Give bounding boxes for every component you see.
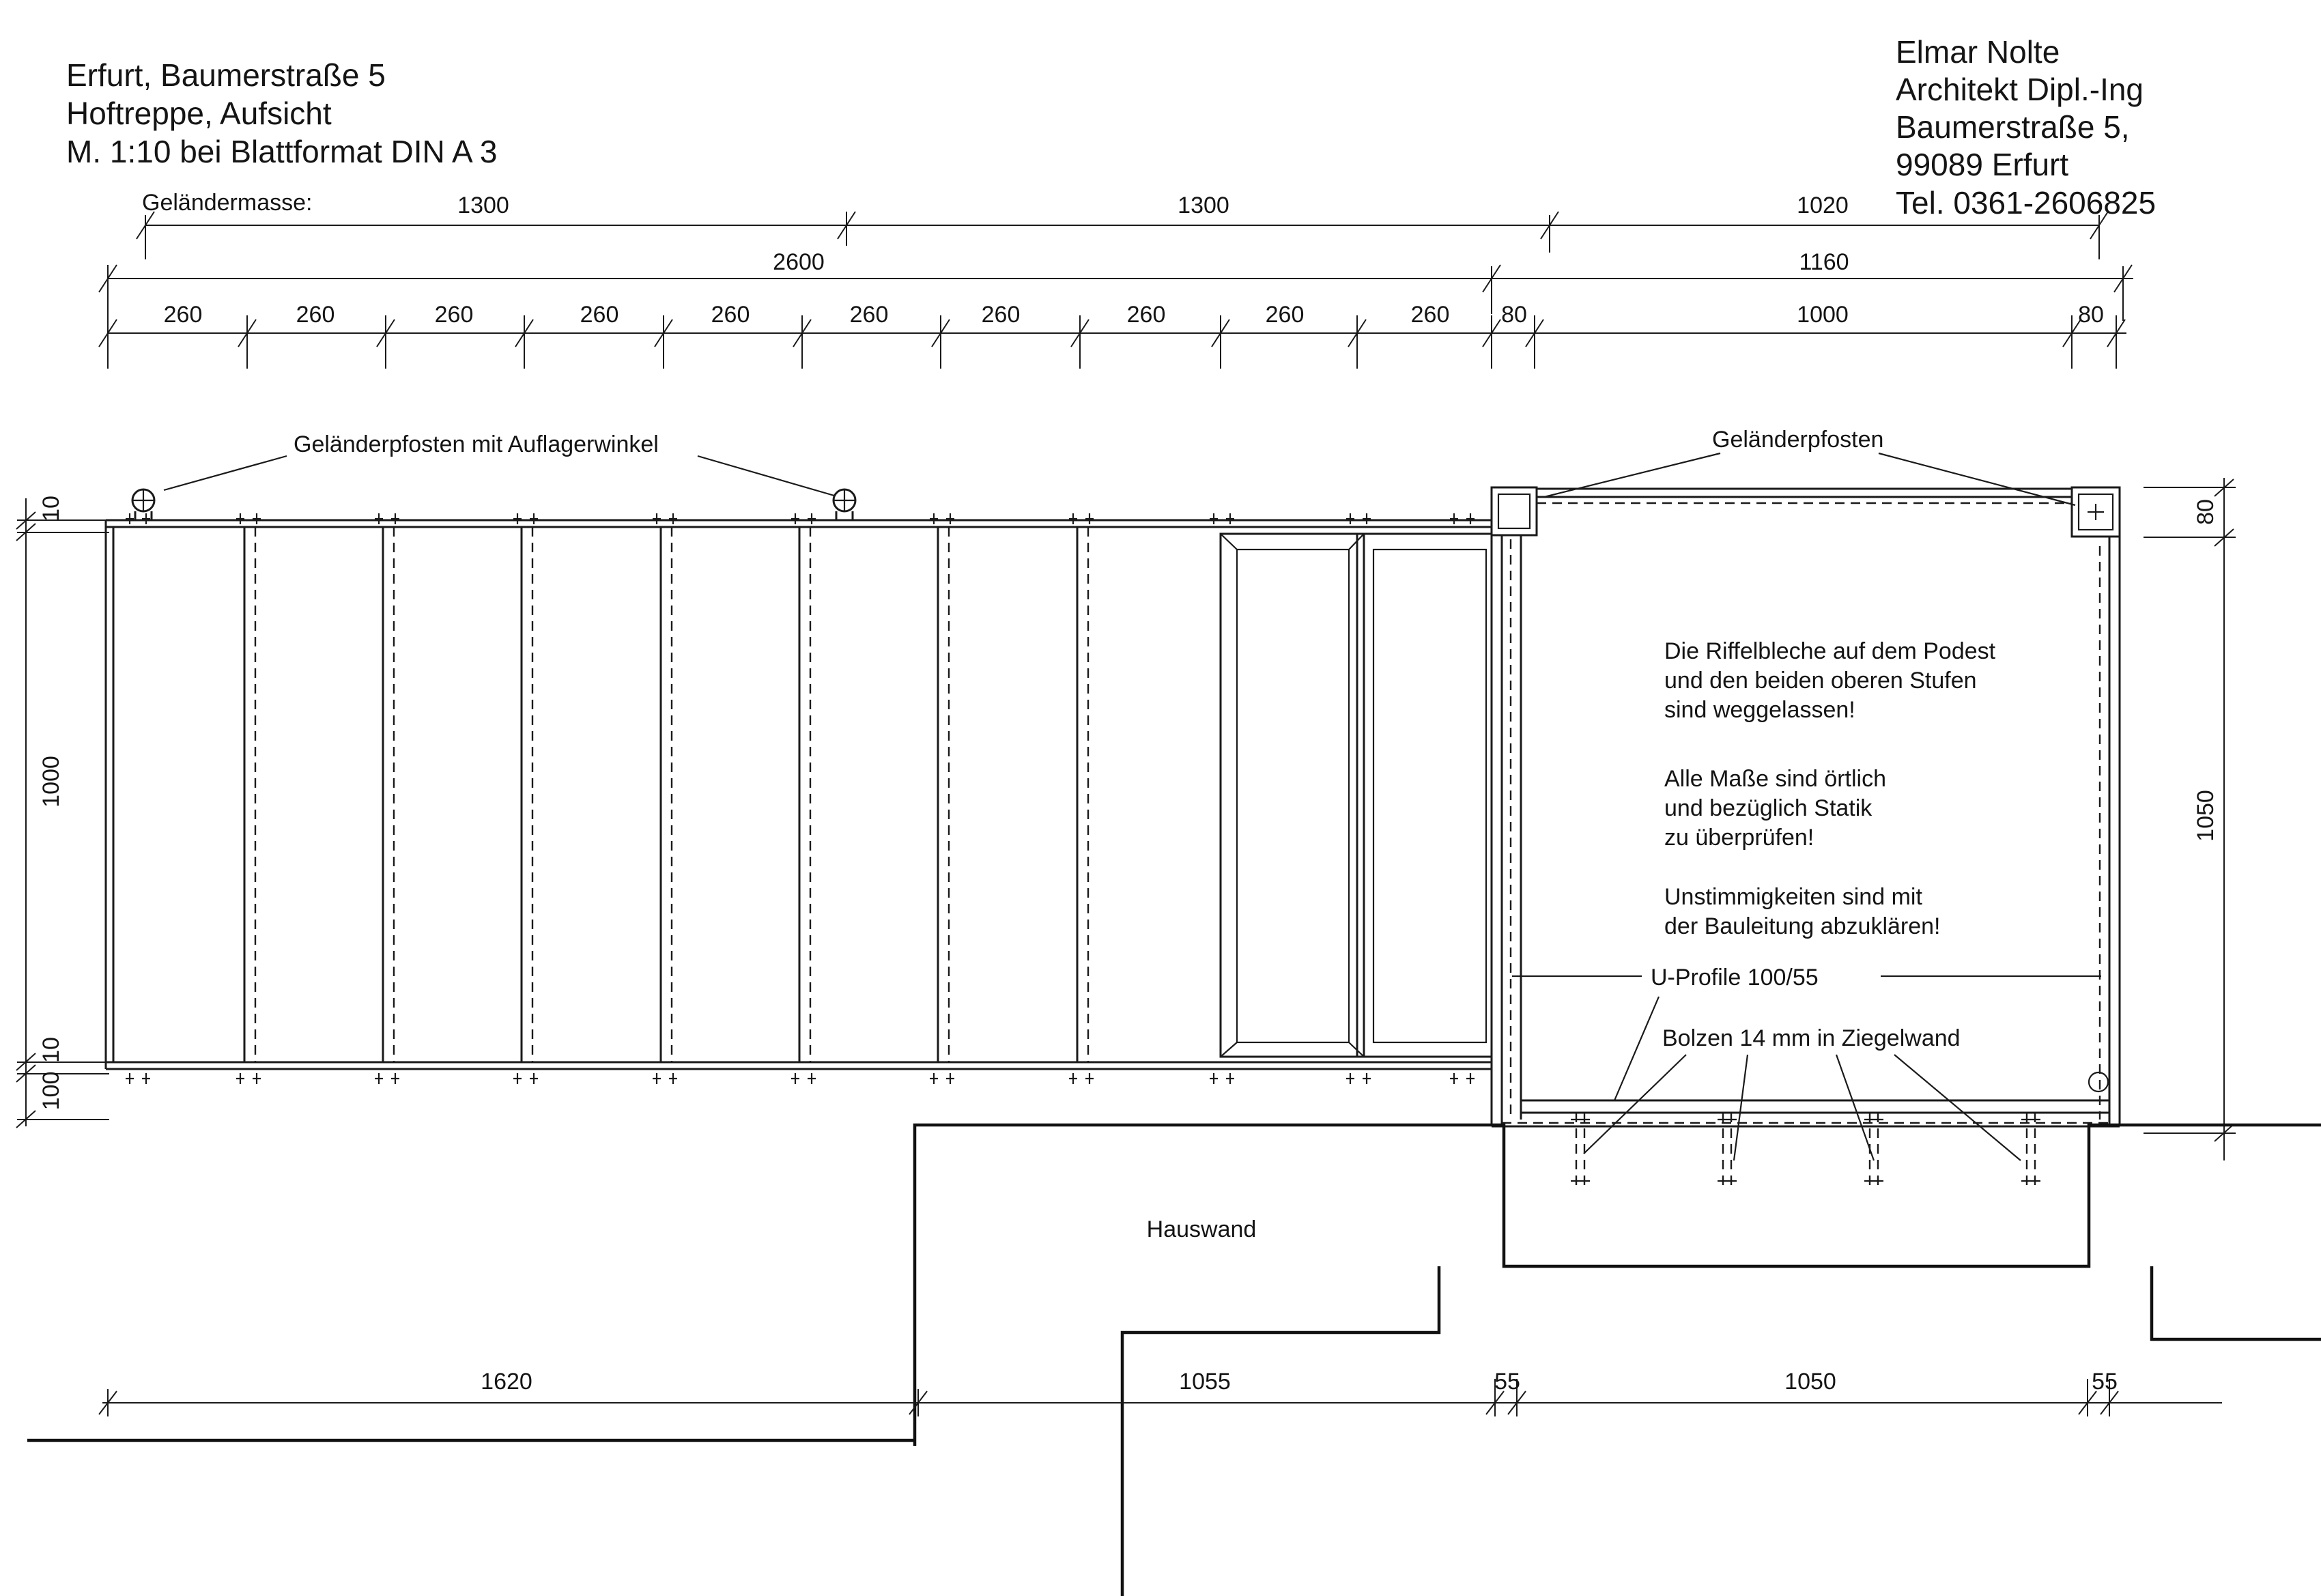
step-dim-tick (2107, 315, 2125, 369)
note-2-line-1: Alle Maße sind örtlich (1664, 766, 1887, 792)
note-2-line-3: zu überprüfen! (1664, 825, 1814, 851)
tread-divider (661, 527, 672, 1062)
stringer-bolt-mark (513, 513, 538, 1084)
railing-dim-3: 1020 (1797, 193, 1849, 218)
step-dim-4: 260 (580, 302, 619, 328)
step-dim-tick (932, 315, 950, 369)
step-dim-tick (1483, 315, 1500, 369)
landing-dim-2: 1000 (1797, 302, 1849, 328)
railing-post-with-angle-1 (132, 489, 154, 520)
railing-dim-2: 1300 (1178, 193, 1229, 218)
overall-dim-1: 2600 (773, 249, 825, 275)
u-profile-label: U-Profile 100/55 (1651, 965, 1819, 991)
notes (1664, 638, 1996, 939)
bottom-dim-1050: 1050 (1784, 1369, 1836, 1395)
step-dim-9: 260 (1265, 302, 1305, 328)
overall-dim-2: 1160 (1799, 249, 1849, 275)
note-3-line-1: Unstimmigkeiten sind mit (1664, 884, 1922, 910)
railing-post-with-angle-2 (834, 489, 855, 520)
architect-role: Architekt Dipl.-Ing (1896, 72, 2144, 107)
step-dim-8: 260 (1126, 302, 1166, 328)
bottom-dim-55-right: 55 (2092, 1369, 2118, 1395)
step-dim-tick (1212, 315, 1229, 369)
step-dim-tick (1071, 315, 1089, 369)
tread-divider (799, 527, 810, 1062)
left-dim-10-bottom: 10 (38, 1037, 64, 1063)
architect-name: Elmar Nolte (1896, 34, 2060, 70)
note-3-line-2: der Bauleitung abzuklären! (1664, 913, 1941, 939)
note-1-line-1: Die Riffelbleche auf dem Podest (1664, 638, 1996, 664)
stringer-bolt-mark (236, 513, 261, 1084)
title-line-3: M. 1:10 bei Blattformat DIN A 3 (66, 134, 498, 169)
label-u-profile (1512, 965, 2101, 991)
bolts-label: Bolzen 14 mm in Ziegelwand (1662, 1025, 1961, 1051)
label-bolts (1584, 997, 2021, 1160)
stringer-bolt-mark (1069, 513, 1094, 1084)
dimension-chain-right-vertical (2144, 478, 2236, 1160)
railing-dim-1: 1300 (457, 193, 509, 218)
stringer-bolt-mark (1450, 513, 1475, 1084)
step-dim-5: 260 (711, 302, 750, 328)
tread-divider (244, 527, 255, 1062)
stringer-bolt-mark (1346, 513, 1371, 1084)
architect-street: Baumerstraße 5, (1896, 109, 2130, 145)
note-2-line-2: und bezüglich Statik (1664, 795, 1873, 821)
stringer-bolt-mark (930, 513, 954, 1084)
landing-dim-3: 80 (2078, 302, 2104, 328)
architect-block (1896, 34, 2156, 220)
bottom-dim-1620: 1620 (481, 1369, 532, 1395)
tread-divider (938, 527, 949, 1062)
step-dim-7: 260 (981, 302, 1021, 328)
dimension-chain-steps (99, 302, 2126, 369)
wall-bolt (2021, 1113, 2040, 1189)
step-dim-tick (99, 315, 117, 369)
step-dim-tick (1348, 315, 1366, 369)
right-dim-1050: 1050 (2193, 790, 2219, 842)
stringer-bolt-mark (653, 513, 677, 1084)
wall-bolt (1864, 1113, 1883, 1189)
step-dim-tick (515, 315, 533, 369)
tread-divider (383, 527, 394, 1062)
step-dim-tick (655, 315, 672, 369)
step-dim-tick (793, 315, 811, 369)
title-line-1: Erfurt, Baumerstraße 5 (66, 57, 386, 93)
title-line-2: Hoftreppe, Aufsicht (66, 96, 332, 131)
posts-label: Geländerpfosten (1712, 427, 1884, 453)
tread-divider (522, 527, 532, 1062)
architect-city: 99089 Erfurt (1896, 147, 2069, 182)
step-dim-3: 260 (434, 302, 474, 328)
left-dim-100: 100 (38, 1071, 64, 1111)
step-dim-10: 260 (1410, 302, 1450, 328)
house-wall (27, 1125, 2321, 1596)
stringer-bolt-mark (375, 513, 399, 1084)
house-wall-label: Hauswand (1146, 1216, 1257, 1242)
stringer-bolt-mark (791, 513, 816, 1084)
step-dim-6: 260 (849, 302, 889, 328)
step-dim-tick (238, 315, 256, 369)
railing-dimension-label: Geländermasse: (142, 190, 313, 216)
landing-dim-1: 80 (1501, 302, 1527, 328)
stringer-bolt-mark (126, 513, 150, 1084)
step-dim-2: 260 (296, 302, 335, 328)
dimension-chain-left-vertical (16, 496, 109, 1128)
step-dim-1: 260 (163, 302, 203, 328)
posts-with-angle-label: Geländerpfosten mit Auflagerwinkel (294, 431, 659, 457)
label-posts-with-angle (164, 431, 834, 496)
label-posts (1544, 427, 2075, 505)
note-1-line-2: und den beiden oberen Stufen (1664, 668, 1977, 694)
tread-divider (1077, 527, 1088, 1062)
bottom-dim-1055: 1055 (1179, 1369, 1231, 1395)
dimension-chain-bottom (99, 1369, 2222, 1416)
left-dim-1000: 1000 (38, 756, 64, 808)
architect-phone: Tel. 0361-2606825 (1896, 185, 2156, 220)
stringer-bolt-mark (1210, 513, 1234, 1084)
bottom-dim-55-left: 55 (1494, 1369, 1520, 1395)
left-dim-10-top: 10 (38, 496, 64, 522)
step-dim-tick (377, 315, 395, 369)
right-dim-80: 80 (2193, 499, 2219, 525)
staircase (106, 513, 1492, 1084)
note-1-line-3: sind weggelassen! (1664, 697, 1855, 723)
step-dim-tick (1526, 315, 1543, 369)
title-block (66, 57, 498, 169)
wall-bolt (1718, 1113, 1737, 1189)
